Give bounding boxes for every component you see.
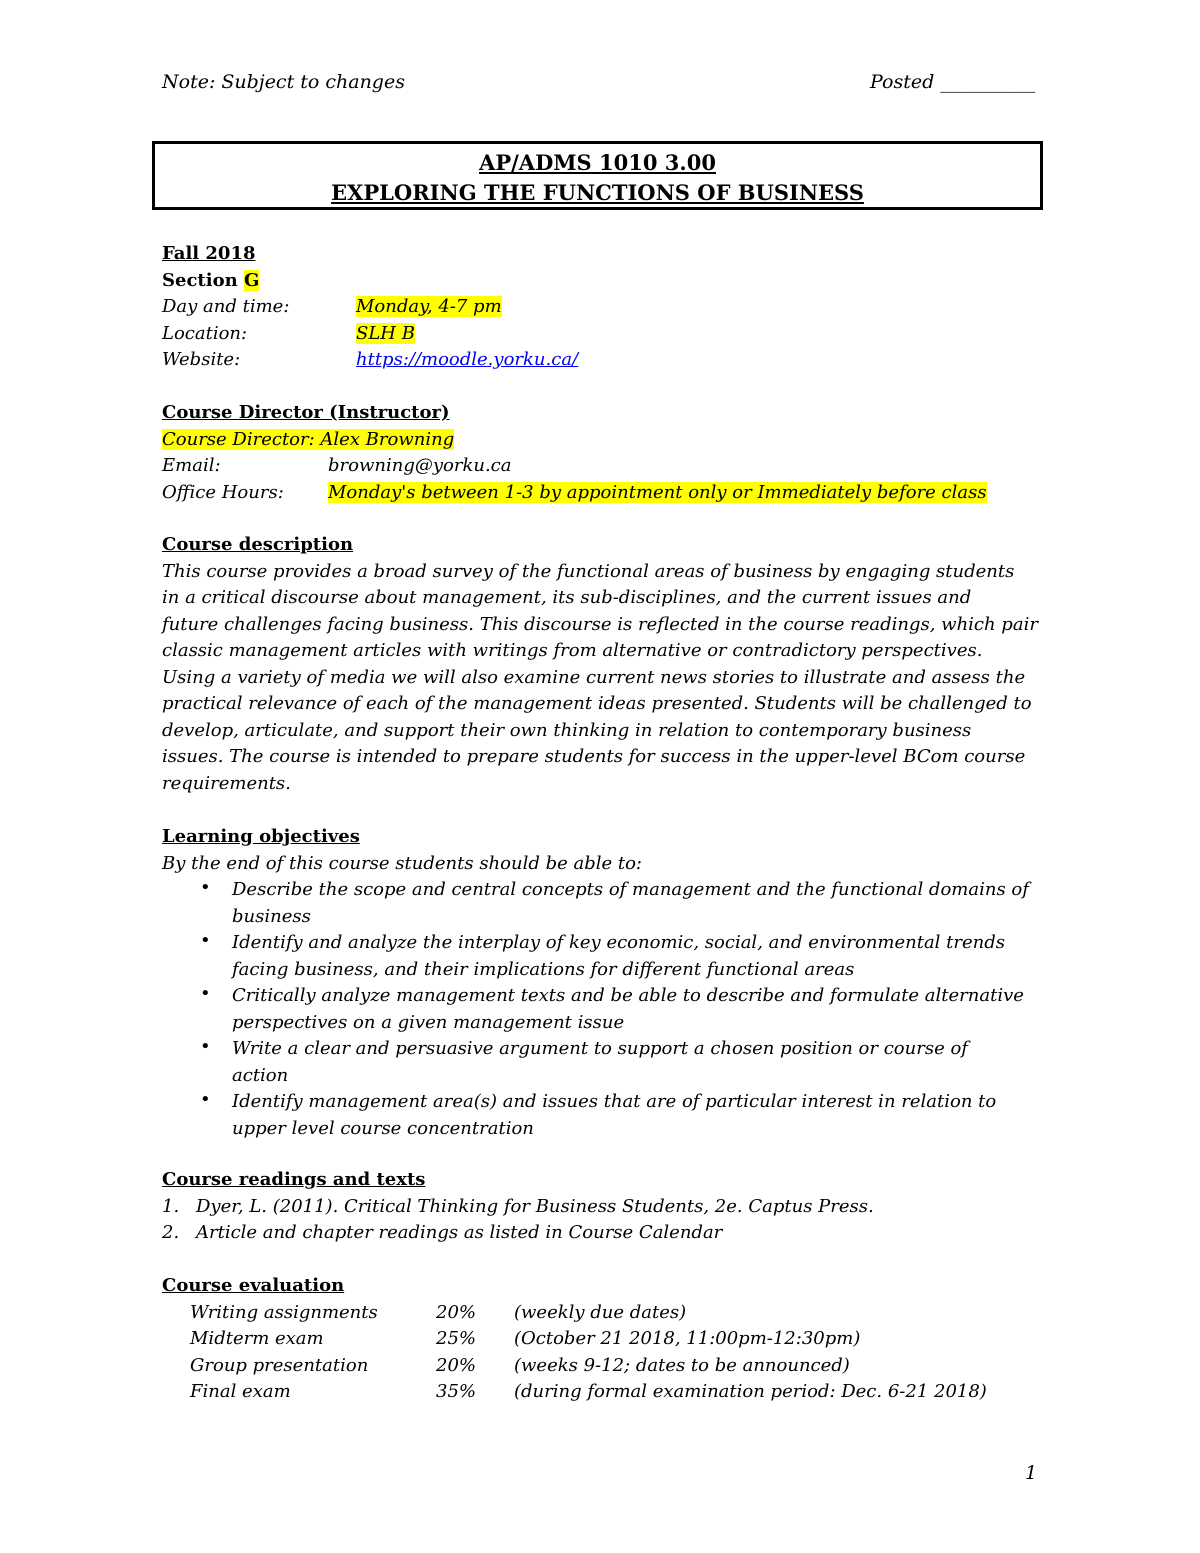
course-name: EXPLORING THE FUNCTIONS OF BUSINESS bbox=[331, 180, 864, 205]
objective-line: Write a clear and persuasive argument to support a chosen position or course of bbox=[232, 1038, 968, 1059]
course-info-block bbox=[162, 241, 578, 374]
readings-heading: Course readings and texts bbox=[162, 1169, 426, 1190]
evaluation-block bbox=[162, 1273, 987, 1406]
description-line: future challenges facing business. This discourse is reflected in the course readings, which pair bbox=[162, 613, 1038, 635]
reading-text: Dyer, L. (2011). Critical Thinking for Business Students, 2e. Captus Press. bbox=[196, 1195, 874, 1217]
reading-number: 2. bbox=[162, 1222, 180, 1243]
evaluation-row bbox=[162, 1326, 987, 1353]
detail-website bbox=[162, 347, 578, 374]
reading-item bbox=[162, 1220, 874, 1247]
objective-line: action bbox=[232, 1064, 289, 1086]
course-title-box bbox=[152, 141, 1043, 210]
description-heading: Course description bbox=[162, 534, 354, 555]
objective-line: business bbox=[232, 905, 311, 927]
detail-value: SLH B bbox=[356, 322, 415, 344]
description-block bbox=[162, 532, 1038, 797]
director-block bbox=[162, 400, 987, 506]
objective-item bbox=[162, 983, 1029, 1036]
objective-line: perspectives on a given management issue bbox=[232, 1011, 625, 1033]
hours-value: Monday's between 1-3 by appointment only or Immediately before class bbox=[328, 481, 987, 503]
header-posted: Posted __________ bbox=[870, 71, 1036, 93]
description-line: in a critical discourse about management, its sub-disciplines, and the current issues and bbox=[162, 587, 972, 608]
page-number: 1 bbox=[1025, 1462, 1038, 1484]
description-line: develop, articulate, and support their own thinking in relation to contemporary business bbox=[162, 719, 972, 741]
objective-item bbox=[162, 1036, 1029, 1089]
objective-item bbox=[162, 877, 1029, 930]
description-line: issues. The course is intended to prepare students for success in the upper-level BCom course bbox=[162, 746, 1026, 767]
evaluation-row bbox=[162, 1379, 987, 1406]
reading-item bbox=[162, 1194, 874, 1221]
description-line: practical relevance of each of the management ideas presented. Students will be challenged to bbox=[162, 693, 1032, 714]
section-value: G bbox=[243, 269, 260, 291]
detail-location bbox=[162, 321, 578, 348]
course-code: AP/ADMS 1010 3.00 bbox=[479, 150, 716, 175]
hours-label: Office Hours: bbox=[162, 481, 284, 503]
evaluation-note: (weekly due dates) bbox=[514, 1301, 687, 1323]
evaluation-weight: 20% bbox=[436, 1301, 477, 1323]
evaluation-note: (weeks 9-12; dates to be announced) bbox=[514, 1354, 850, 1376]
objectives-intro: By the end of this course students should be able to: bbox=[162, 852, 642, 874]
description-line: classic management articles with writings from alternative or contradictory perspectives. bbox=[162, 640, 983, 661]
objective-line: facing business, and their implications for different functional areas bbox=[232, 958, 855, 980]
reading-text: Article and chapter readings as listed in Course Calendar bbox=[196, 1222, 723, 1243]
evaluation-note: (during formal examination period: Dec. 6-21 2018) bbox=[514, 1381, 987, 1402]
bullet-icon: • bbox=[200, 1036, 211, 1057]
header-note: Note: Subject to changes bbox=[162, 71, 405, 93]
objective-line: upper level course concentration bbox=[232, 1117, 534, 1139]
detail-day-time bbox=[162, 294, 578, 321]
objective-line: Critically analyze management texts and be able to describe and formulate alternative bbox=[232, 985, 1024, 1006]
evaluation-row bbox=[162, 1353, 987, 1380]
description-line: requirements. bbox=[162, 772, 291, 794]
email-label: Email: bbox=[162, 455, 221, 476]
objective-line: Identify and analyze the interplay of key economic, social, and environmental trends bbox=[232, 932, 1006, 953]
bullet-icon: • bbox=[200, 930, 211, 951]
detail-label: Website: bbox=[162, 349, 241, 370]
email-value: browning@yorku.ca bbox=[328, 455, 512, 476]
bullet-icon: • bbox=[200, 877, 211, 898]
evaluation-note: (October 21 2018, 11:00pm-12:30pm) bbox=[514, 1328, 861, 1349]
bullet-icon: • bbox=[200, 1089, 211, 1110]
director-name: Course Director: Alex Browning bbox=[162, 428, 455, 450]
description-line: Using a variety of media we will also examine current news stories to illustrate and assess the bbox=[162, 666, 1026, 688]
evaluation-item: Group presentation bbox=[190, 1354, 369, 1376]
detail-label: Day and time: bbox=[162, 296, 290, 317]
evaluation-item: Midterm exam bbox=[190, 1328, 324, 1349]
evaluation-heading: Course evaluation bbox=[162, 1275, 345, 1296]
section-line bbox=[162, 268, 578, 295]
reading-number: 1. bbox=[162, 1195, 180, 1217]
detail-label: Location: bbox=[162, 322, 248, 344]
director-hours-line bbox=[162, 480, 987, 507]
evaluation-weight: 20% bbox=[436, 1354, 477, 1376]
objective-item bbox=[162, 1089, 1029, 1142]
objectives-heading: Learning objectives bbox=[162, 826, 360, 847]
objective-item bbox=[162, 930, 1029, 983]
objective-line: Identify management area(s) and issues that are of particular interest in relation to bbox=[232, 1091, 997, 1112]
evaluation-item: Writing assignments bbox=[190, 1301, 378, 1323]
evaluation-item: Final exam bbox=[190, 1381, 291, 1402]
evaluation-row bbox=[162, 1300, 987, 1327]
director-heading: Course Director (Instructor) bbox=[162, 402, 450, 423]
evaluation-weight: 35% bbox=[436, 1381, 477, 1402]
detail-value: Monday, 4-7 pm bbox=[356, 296, 502, 317]
director-email-line bbox=[162, 453, 987, 480]
readings-block bbox=[162, 1167, 874, 1247]
evaluation-weight: 25% bbox=[436, 1328, 477, 1349]
website-link[interactable]: https://moodle.yorku.ca/ bbox=[356, 349, 579, 370]
objective-line: Describe the scope and central concepts of management and the functional domains of bbox=[232, 879, 1029, 900]
term: Fall 2018 bbox=[162, 243, 256, 264]
section-label: Section bbox=[162, 269, 244, 291]
description-line: This course provides a broad survey of the functional areas of business by engaging students bbox=[162, 560, 1015, 582]
bullet-icon: • bbox=[200, 983, 211, 1004]
objectives-block bbox=[162, 824, 1029, 1142]
